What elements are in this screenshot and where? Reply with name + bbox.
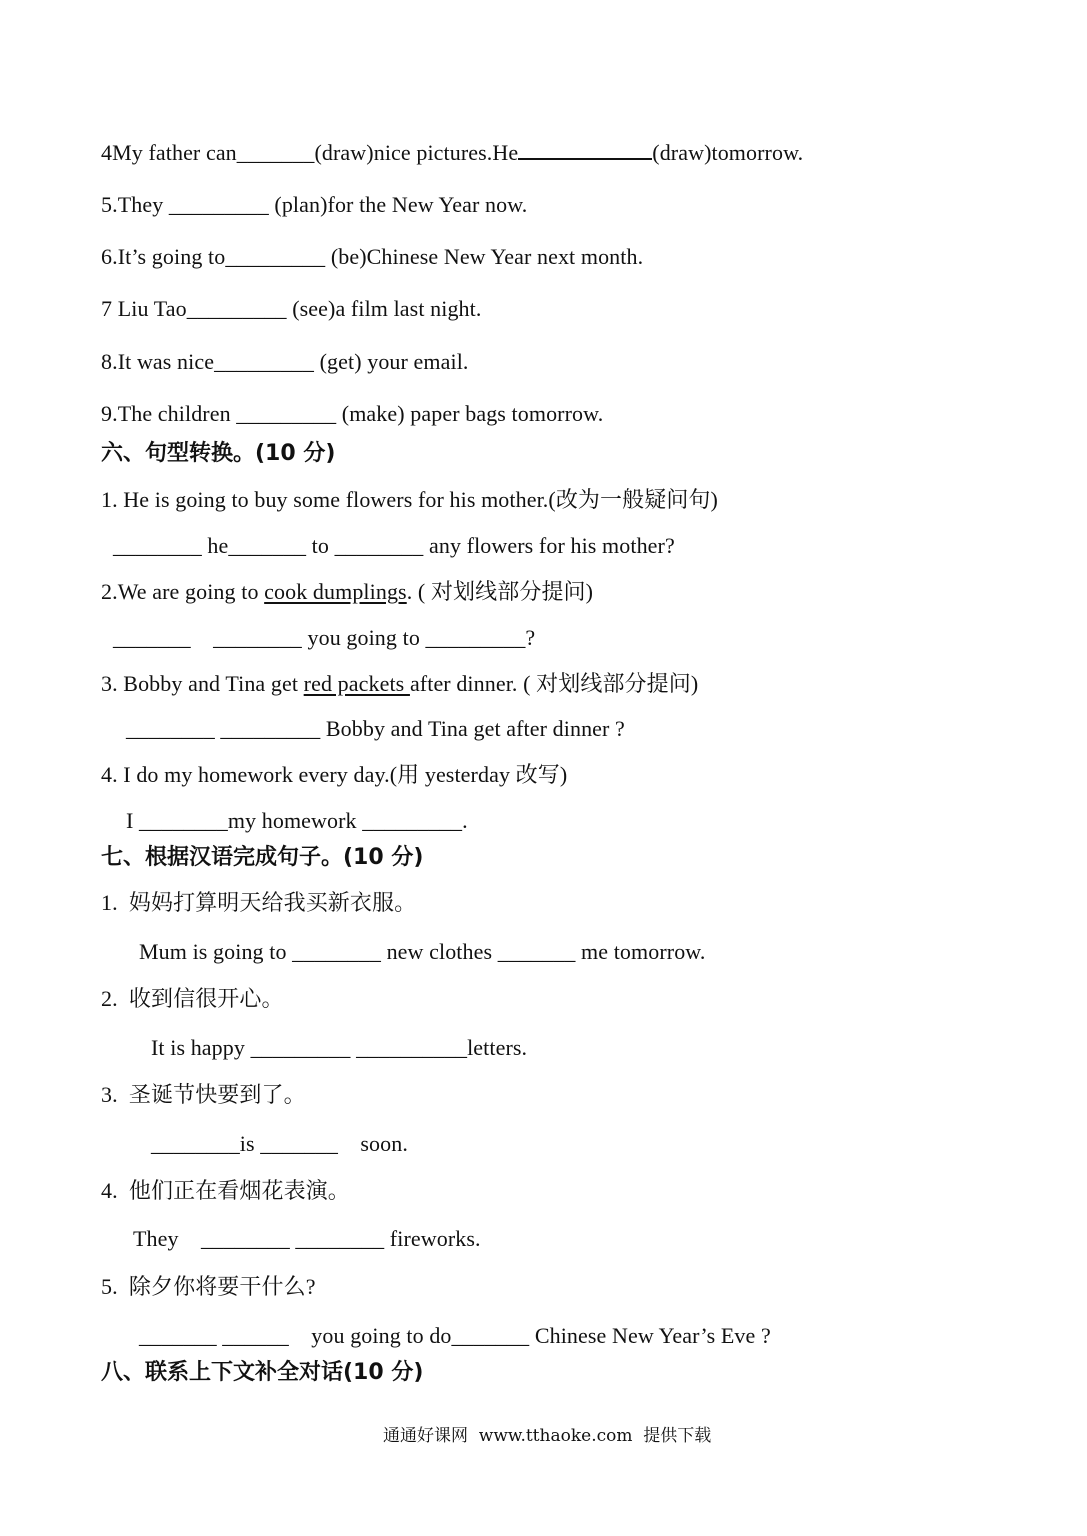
exercise-item-6: 6.It’s going to_________ (be)Chinese New Year next month. xyxy=(101,244,644,269)
exercise-item-4 xyxy=(101,139,803,167)
s7-answer-2: It is happy _________ __________letters. xyxy=(151,1035,528,1060)
s6-question-3 xyxy=(101,670,698,698)
s6-answer-3: ________ _________ Bobby and Tina get after dinner ? xyxy=(126,716,625,741)
section-7-heading: 七、根据汉语完成句子。(10 分) xyxy=(101,845,424,870)
s6-q2-underlined: cook dumplings xyxy=(264,579,407,604)
s6-q2-pre: 2.We are going to xyxy=(101,579,265,604)
section-6-heading: 六、句型转换。(10 分) xyxy=(101,441,336,466)
s6-answer-2: _______ ________ you going to _________? xyxy=(113,625,536,650)
item-4-part-b: (draw)tomorrow. xyxy=(652,140,804,165)
s6-q3-pre: 3. Bobby and Tina get xyxy=(101,671,304,696)
exercise-item-8: 8.It was nice_________ (get) your email. xyxy=(101,349,469,374)
s7-answer-3: ________is _______ soon. xyxy=(151,1131,408,1156)
s7-question-2: 2. 收到信很开心。 xyxy=(101,986,284,1011)
s6-answer-4: I ________my homework _________. xyxy=(126,808,468,833)
s6-q3-underlined: red packets xyxy=(303,671,410,696)
footer-credit: 通通好课网 www.tthaoke.com 提供下载 xyxy=(383,1426,712,1446)
s6-answer-1: ________ he_______ to ________ any flowers for his mother? xyxy=(113,533,675,558)
s7-answer-5: _______ ______ you going to do_______ Chinese New Year’s Eve ? xyxy=(139,1323,771,1348)
s6-question-4: 4. I do my homework every day.(用 yesterday 改写) xyxy=(101,762,568,787)
exercise-item-5: 5.They _________ (plan)for the New Year now. xyxy=(101,192,528,217)
s7-question-5: 5. 除夕你将要干什么? xyxy=(101,1274,316,1299)
s6-q3-post: after dinner. ( 对划线部分提问) xyxy=(409,671,699,696)
exercise-item-7: 7 Liu Tao_________ (see)a film last night. xyxy=(101,296,482,321)
s7-question-3: 3. 圣诞节快要到了。 xyxy=(101,1082,306,1107)
s7-answer-4: They ________ ________ fireworks. xyxy=(133,1226,481,1251)
s6-question-1: 1. He is going to buy some flowers for his mother.(改为一般疑问句) xyxy=(101,487,718,512)
s7-answer-1: Mum is going to ________ new clothes _______ me tomorrow. xyxy=(139,939,706,964)
s6-question-2 xyxy=(101,578,593,606)
section-8-heading: 八、联系上下文补全对话(10 分) xyxy=(101,1360,424,1385)
item-4-blank xyxy=(518,140,652,160)
s7-question-1: 1. 妈妈打算明天给我买新衣服。 xyxy=(101,890,417,915)
s6-q2-post: . ( 对划线部分提问) xyxy=(406,579,594,604)
item-4-part-a: 4My father can_______(draw)nice pictures.He xyxy=(101,140,519,165)
s7-question-4: 4. 他们正在看烟花表演。 xyxy=(101,1178,350,1203)
exercise-item-9: 9.The children _________ (make) paper bags tomorrow. xyxy=(101,401,604,426)
